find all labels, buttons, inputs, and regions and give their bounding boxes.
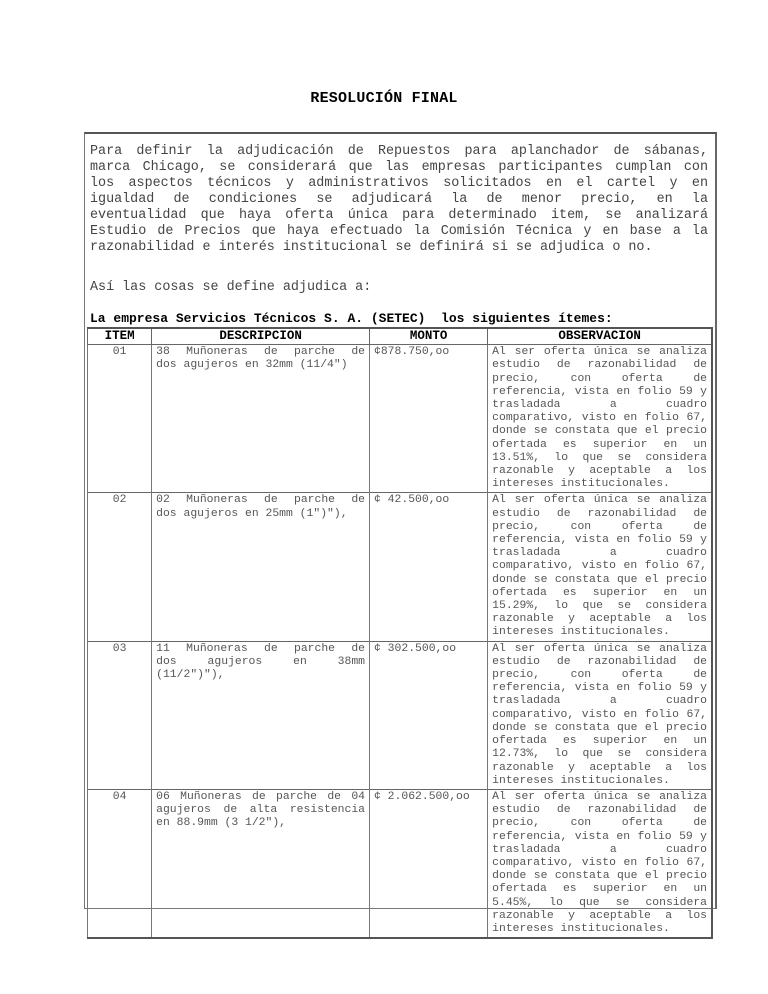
observation-line: Al ser oferta única se analiza xyxy=(492,346,707,359)
table-row xyxy=(88,641,713,789)
description-line: (11/2")"), xyxy=(156,669,225,682)
observation-line: referencia, vista en folio 59 y xyxy=(492,682,707,695)
item-amount: ¢ 2.062.500,oo xyxy=(370,789,488,938)
description-line: agujeros de alta resistencia xyxy=(156,804,366,817)
item-description xyxy=(152,493,370,641)
observation-line: estudio de razonabilidad de xyxy=(492,804,707,817)
description-line: 06 Muñoneras de parche de 04 xyxy=(156,790,366,803)
observation-line: comparativo, visto en folio 67, xyxy=(492,412,707,425)
item-observation xyxy=(488,493,712,641)
intro-text: Así las cosas se define adjudica a: xyxy=(90,280,372,295)
observation-line: referencia, vista en folio 59 y xyxy=(492,830,707,843)
observation-line: donde se constata que el precio xyxy=(492,573,707,586)
observation-line: comparativo, visto en folio 67, xyxy=(492,560,707,573)
observation-line: estudio de razonabilidad de xyxy=(492,507,707,520)
description-line: dos agujeros en 38mm xyxy=(156,655,366,668)
observation-line: referencia, vista en folio 59 y xyxy=(492,385,707,398)
item-observation xyxy=(488,789,712,938)
item-description xyxy=(152,789,370,938)
description-line: 38 Muñoneras de parche de xyxy=(156,346,366,359)
header-monto: MONTO xyxy=(370,328,488,345)
item-amount: ¢ 42.500,oo xyxy=(370,493,488,641)
item-number: 02 xyxy=(88,493,152,641)
item-observation xyxy=(488,345,712,493)
observation-line: trasladada a cuadro xyxy=(492,695,707,708)
item-description xyxy=(152,641,370,789)
paragraph-line: razonabilidad e interés institucional se definirá si se adjudica o no. xyxy=(90,240,653,255)
header-item: ITEM xyxy=(88,328,152,345)
observation-line: precio, con oferta de xyxy=(492,520,707,533)
observation-line: 13.51%, lo que se considera xyxy=(492,451,707,464)
table-header-row xyxy=(88,328,713,345)
observation-line: precio, con oferta de xyxy=(492,669,707,682)
observation-line: referencia, vista en folio 59 y xyxy=(492,534,707,547)
observation-line: Al ser oferta única se analiza xyxy=(492,642,707,655)
observation-line: intereses institucionales. xyxy=(492,478,670,491)
paragraph-line: marca Chicago, se considerará que las empresas participantes cumplan con xyxy=(90,160,708,175)
observation-line: ofertada es superior en un xyxy=(492,586,707,599)
item-number: 03 xyxy=(88,641,152,789)
observation-line: intereses institucionales. xyxy=(492,922,670,935)
observation-line: trasladada a cuadro xyxy=(492,399,707,412)
observation-line: Al ser oferta única se analiza xyxy=(492,790,707,803)
header-descripcion: DESCRIPCION xyxy=(152,328,370,345)
description-line: 11 Muñoneras de parche de xyxy=(156,642,366,655)
paragraph-line: Estudio de Precios que haya efectuado la Comisión Técnica y en base a la xyxy=(90,224,708,239)
item-amount: ¢878.750,oo xyxy=(370,345,488,493)
observation-line: donde se constata que el precio xyxy=(492,870,707,883)
paragraph-line: los aspectos técnicos y administrativos solicitados en el cartel y en xyxy=(90,176,708,191)
observation-line: estudio de razonabilidad de xyxy=(492,359,707,372)
observation-line: donde se constata que el precio xyxy=(492,721,707,734)
observation-line: 15.29%, lo que se considera xyxy=(492,600,707,613)
paragraph-line: Para definir la adjudicación de Repuestos para aplanchador de sábanas, xyxy=(90,144,708,159)
observation-line: trasladada a cuadro xyxy=(492,547,707,560)
paragraph-line: eventualidad que haya oferta única para determinado item, se analizará xyxy=(90,208,708,223)
resolution-box xyxy=(84,132,717,935)
table-row xyxy=(88,493,713,641)
observation-line: razonable y aceptable a los xyxy=(492,613,707,626)
header-observacion: OBSERVACION xyxy=(488,328,712,345)
observation-line: precio, con oferta de xyxy=(492,372,707,385)
observation-line: ofertada es superior en un xyxy=(492,883,707,896)
observation-line: Al ser oferta única se analiza xyxy=(492,494,707,507)
item-number: 01 xyxy=(88,345,152,493)
item-amount: ¢ 302.500,oo xyxy=(370,641,488,789)
item-observation xyxy=(488,641,712,789)
description-line: 02 Muñoneras de parche de xyxy=(156,494,366,507)
company-line: La empresa Servicios Técnicos S. A. (SETEC) los siguientes ítemes: xyxy=(90,311,613,326)
item-description xyxy=(152,345,370,493)
description-line: dos agujeros en 32mm (11/4") xyxy=(156,359,348,372)
observation-line: razonable y aceptable a los xyxy=(492,761,707,774)
observation-line: 5.45%, lo que se considera xyxy=(492,896,707,909)
observation-line: ofertada es superior en un xyxy=(492,438,707,451)
items-table xyxy=(87,327,713,939)
observation-line: ofertada es superior en un xyxy=(492,735,707,748)
observation-line: trasladada a cuadro xyxy=(492,843,707,856)
observation-line: donde se constata que el precio xyxy=(492,425,707,438)
resolution-paragraph xyxy=(90,144,708,256)
observation-line: intereses institucionales. xyxy=(492,774,670,787)
observation-line: razonable y aceptable a los xyxy=(492,909,707,922)
observation-line: intereses institucionales. xyxy=(492,626,670,639)
observation-line: razonable y aceptable a los xyxy=(492,465,707,478)
table-row xyxy=(88,789,713,938)
observation-line: estudio de razonabilidad de xyxy=(492,655,707,668)
description-line: dos agujeros en 25mm (1")"), xyxy=(156,507,348,520)
observation-line: comparativo, visto en folio 67, xyxy=(492,856,707,869)
description-line: en 88.9mm (3 1/2"), xyxy=(156,817,287,830)
observation-line: comparativo, visto en folio 67, xyxy=(492,708,707,721)
observation-line: 12.73%, lo que se considera xyxy=(492,748,707,761)
item-number: 04 xyxy=(88,789,152,938)
paragraph-line: igualdad de condiciones se adjudicará la de menor precio, en la xyxy=(90,192,708,207)
table-row xyxy=(88,345,713,493)
document-title: RESOLUCIÓN FINAL xyxy=(310,90,458,107)
observation-line: precio, con oferta de xyxy=(492,817,707,830)
